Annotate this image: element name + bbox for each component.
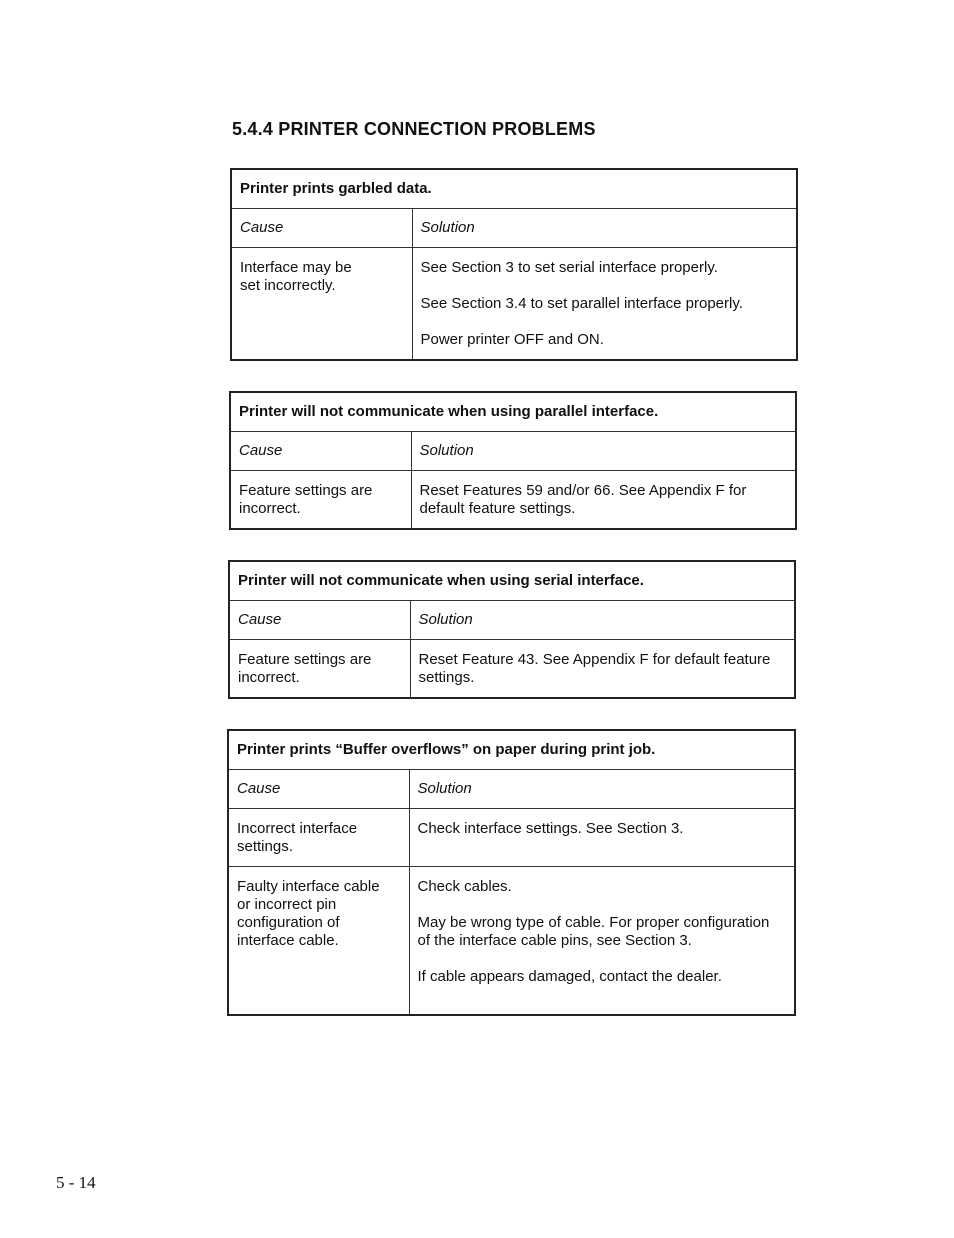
troubleshoot-table-serial — [228, 560, 796, 699]
cause-cell — [228, 867, 409, 1016]
solution-header: Solution — [409, 770, 795, 809]
solution-text: Check cables. — [417, 878, 512, 895]
cause-cell — [230, 471, 411, 530]
cause-line: configuration of — [237, 914, 340, 931]
solution-text: Power printer OFF and ON. — [420, 331, 604, 348]
solution-text: Check interface settings. See Section 3. — [417, 820, 684, 837]
cause-line: interface cable. — [237, 932, 339, 949]
page-number: 5 - 14 — [56, 1173, 96, 1192]
cause-line: Interface may be — [240, 259, 352, 276]
table-title: Printer will not communicate when using parallel interface. — [230, 392, 796, 432]
table-title: Printer will not communicate when using serial interface. — [229, 561, 795, 601]
solution-text: See Section 3.4 to set parallel interface properly. — [420, 295, 743, 312]
cause-line: Feature settings are — [238, 651, 372, 668]
solution-cell — [409, 809, 795, 867]
table-row — [229, 640, 795, 699]
table-row — [230, 471, 796, 530]
solution-text: See Section 3 to set serial interface properly. — [420, 259, 718, 276]
cause-line: incorrect. — [238, 669, 300, 686]
table-row — [228, 867, 795, 1016]
cause-line: Feature settings are — [239, 482, 373, 499]
cause-cell — [229, 640, 410, 699]
cause-line: or incorrect pin — [237, 896, 337, 913]
cause-line: Faulty interface cable — [237, 878, 380, 895]
cause-cell — [231, 248, 412, 361]
solution-text: If cable appears damaged, contact the dealer. — [417, 968, 722, 985]
solution-header: Solution — [411, 432, 796, 471]
table-row — [231, 248, 797, 361]
section-heading: 5.4.4 PRINTER CONNECTION PROBLEMS — [232, 119, 596, 139]
cause-line: Incorrect interface — [237, 820, 358, 837]
troubleshoot-table-garbled — [230, 168, 798, 361]
solution-text: Reset Features 59 and/or 66. See Appendix F for default feature settings. — [419, 482, 747, 517]
cause-header: Cause — [229, 601, 410, 640]
solution-cell — [412, 248, 797, 361]
cause-header: Cause — [230, 432, 411, 471]
solution-cell — [411, 471, 796, 530]
table-title: Printer prints garbled data. — [231, 169, 797, 209]
solution-header: Solution — [410, 601, 795, 640]
troubleshoot-table-parallel — [229, 391, 797, 530]
solution-text: May be wrong type of cable. For proper configuration of the interface cable pins, see Section 3. — [417, 914, 770, 949]
table-title: Printer prints “Buffer overflows” on paper during print job. — [228, 730, 795, 770]
cause-line: incorrect. — [239, 500, 301, 517]
solution-header: Solution — [412, 209, 797, 248]
solution-cell — [410, 640, 795, 699]
troubleshoot-table-buffer-overflow — [227, 729, 796, 1016]
solution-text: Reset Feature 43. See Appendix F for default feature settings. — [418, 651, 771, 686]
solution-cell — [409, 867, 795, 1016]
cause-header: Cause — [231, 209, 412, 248]
cause-header: Cause — [228, 770, 409, 809]
cause-cell — [228, 809, 409, 867]
table-row — [228, 809, 795, 867]
cause-line: settings. — [237, 838, 293, 855]
cause-line: set incorrectly. — [240, 277, 336, 294]
